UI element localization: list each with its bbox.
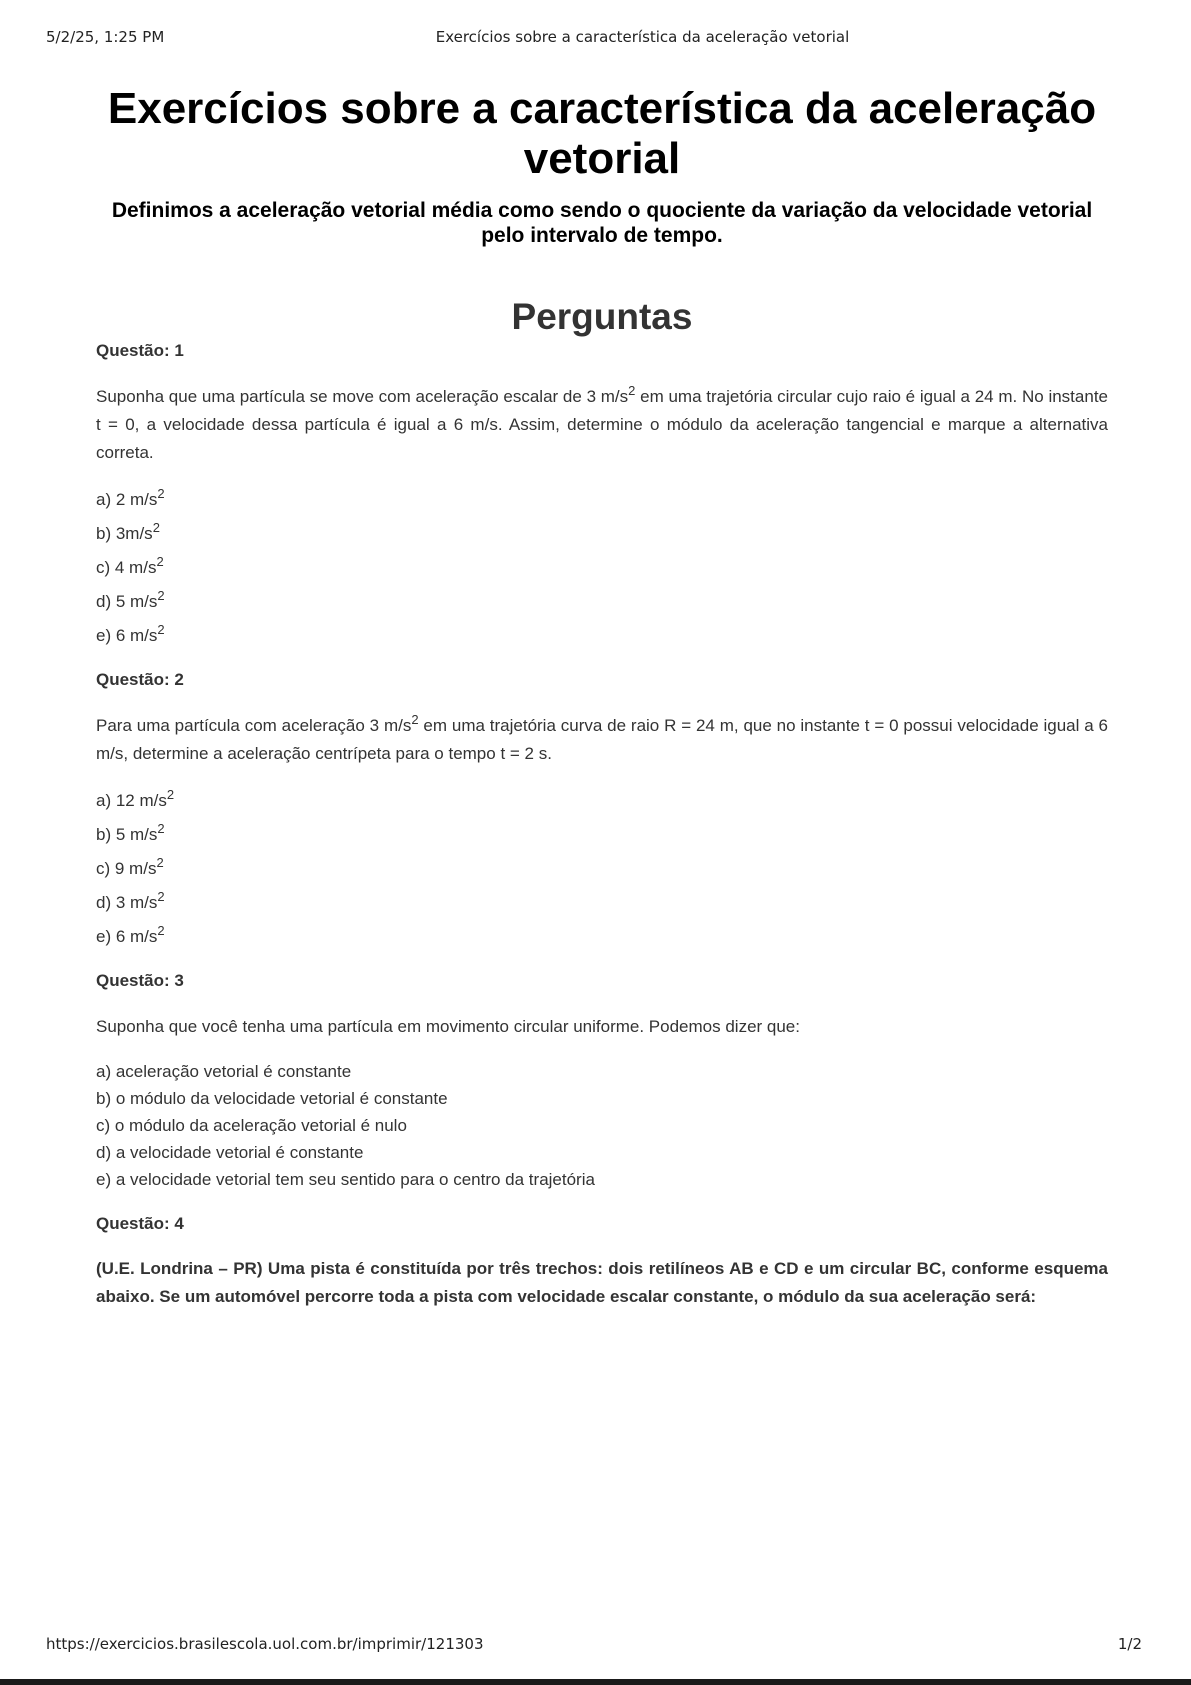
option-b: b) 5 $m/s^2$ (96, 821, 165, 844)
document-content (96, 84, 1108, 1311)
option-a: a) 2 $m/s^2$ (96, 486, 165, 509)
question-text: Para uma partícula com aceleração 3 $m/s^2$ em uma trajetória curva de raio R = 24 m, que no instante t = 0 possui velocidade igual a 6 m/s, determine a aceleração centrípeta para o tempo t = 2 s. (96, 712, 1108, 763)
option-b: b) o módulo da velocidade vetorial é constante (96, 1089, 448, 1108)
print-footer (0, 1635, 1191, 1657)
option-d: d) 5 $m/s^2$ (96, 588, 165, 611)
page-title: Exercícios sobre a característica da aceleração vetorial (107, 84, 1097, 183)
print-header (0, 28, 1191, 50)
page-bottom-edge (0, 1679, 1191, 1685)
question-2 (96, 669, 1108, 954)
option-c: c) o módulo da aceleração vetorial é nulo (96, 1116, 407, 1135)
question-label: Questão: 3 (96, 971, 184, 990)
option-e: e) a velocidade vetorial tem seu sentido para o centro da trajetória (96, 1170, 595, 1189)
question-text: Suponha que uma partícula se move com aceleração escalar de 3 $m/s^2$ em uma trajetória circular cujo raio é igual a 24 m. No instante t = 0, a velocidade dessa partícula é igual a 6 m/s. Assim, determine o módulo da aceleração tangencial e marque a alternativa correta. (96, 383, 1108, 462)
section-heading: Perguntas (511, 296, 693, 337)
footer-url: https://exercicios.brasilescola.uol.com.br/imprimir/121303 (46, 1635, 484, 1653)
option-e: e) 6 $m/s^2$ (96, 923, 165, 946)
page-subtitle: Definimos a aceleração vetorial média como sendo o quociente da variação da velocidade vetorial pelo intervalo de tempo. (111, 199, 1093, 247)
option-a: a) aceleração vetorial é constante (96, 1062, 352, 1081)
question-label: Questão: 1 (96, 341, 184, 360)
option-d: d) 3 $m/s^2$ (96, 889, 165, 912)
option-c: c) 4 $m/s^2$ (96, 554, 164, 577)
option-a: a) 12 $m/s^2$ (96, 787, 175, 810)
option-e: e) 6 $m/s^2$ (96, 622, 165, 645)
options-list (96, 483, 1108, 653)
option-c: c) 9 $m/s^2$ (96, 855, 164, 878)
options-list (96, 1058, 1108, 1193)
option-d: d) a velocidade vetorial é constante (96, 1143, 364, 1162)
options-list (96, 784, 1108, 954)
question-label: Questão: 2 (96, 670, 184, 689)
option-b: b) $3m/s^2$ (96, 520, 160, 543)
print-date: 5/2/25, 1:25 PM (46, 28, 165, 46)
question-text: Suponha que você tenha uma partícula em movimento circular uniforme. Podemos dizer que: (96, 1017, 800, 1036)
question-3 (96, 970, 1108, 1193)
page-number: 1/2 (1117, 1635, 1142, 1653)
question-4 (96, 1213, 1108, 1311)
question-label: Questão: 4 (96, 1214, 184, 1233)
question-text: (U.E. Londrina – PR) Uma pista é constituída por três trechos: dois retilíneos AB e CD e um circular BC, conforme esquema abaixo. Se um automóvel percorre toda a pista com velocidade escalar constante, o módulo da sua aceleração será: (96, 1259, 1108, 1306)
print-header-title: Exercícios sobre a característica da aceleração vetorial (435, 28, 850, 46)
question-1 (96, 340, 1108, 653)
